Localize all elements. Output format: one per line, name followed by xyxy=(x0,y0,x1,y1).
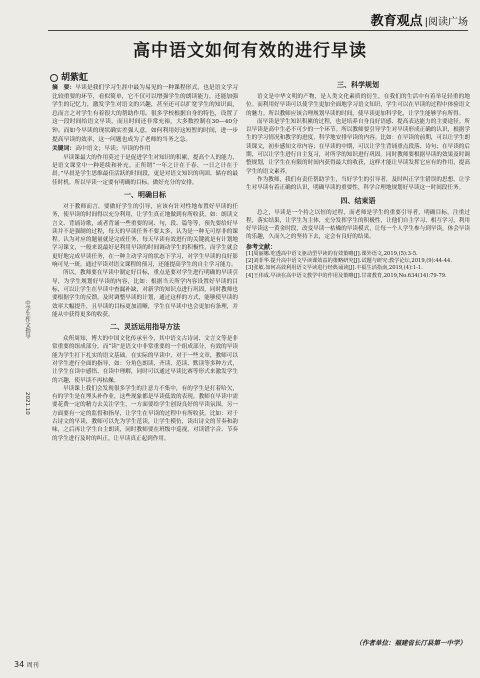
body-paragraph: 对于教师而言，要做好学生的引导，应该有针对性地布置好早读的任务，使早读的时间得以充分利用，让学生真正地做到有所收获，如：朗读文言文、背诵诗歌，或者背诵一些重要的词、句，段、篇等等，预先要给好早读并不是强制的过程，每天的早读任务不要太多，认为是一种无可厚非的课程。认为对应的题量就是完成任务，每天早读有效进行的关键就是有计划地学习课文，一般来说最好是利用早读的时间调动学生的积极性，而学生就会更好地完成早读任务，在一种主动学习的状态下学习，对学生早读的良好影响可见一斑。通过早读对语文课程的预习，还能提高学生的自主学习能力。 xyxy=(52,203,238,269)
section-heading: 三、科学规划 xyxy=(337,81,379,89)
category-label: 教育观点 xyxy=(370,14,423,29)
footer-label: 周刊 xyxy=(26,662,39,669)
keywords xyxy=(52,145,238,154)
abstract-label: 摘 要： xyxy=(52,85,76,91)
section-label xyxy=(371,10,468,29)
journal-side-label: 中学生作文指导 xyxy=(24,300,30,339)
keywords-text: 高中语文；早读；早读的作用 xyxy=(75,146,151,153)
page-header xyxy=(0,0,480,34)
abstract-text: 早读是我们学习生涯中最为易见的一种课程形式，也是语文学习比较重要的环节，看似简单，它不仅可以增强学生的朗读能力，还能加强学生的记忆力，激发学生对语文的兴趣，甚至还可以扩宽学生的知识面，总而言之对学生有着很大的帮助作用。很多学校根据自身的特色，设置了这一段时间给语文早读，而且时间还非常充裕，大多数控制在30—40分钟。而如今早读的现状确实差强人意，如何利用好这短暂的时间，进一步提高早读的效率，这一问题也成为了老师的当务之急。 xyxy=(52,85,238,143)
author-name: 胡紫虹 xyxy=(50,70,88,83)
page-number: 34 xyxy=(14,660,25,669)
intro-paragraph: 早读课最大的作用莫过于是促进学生对知识的积累，提高个人的能力，是语文课堂中一种延续和补充。正所谓“一年之计在于春，一日之计在于晨。”早晨是学生思维最佳活跃的时间段，更是对语文知识的巩固、储存的最佳时机。所以早读一定要有明确的目标，做好充分的安排。 xyxy=(52,154,238,186)
right-column xyxy=(246,40,470,640)
author-affiliation: （作者单位：福建省长汀县第一中学） xyxy=(355,639,466,647)
left-column xyxy=(52,84,238,640)
body-paragraph: 众所周知，博大的中国文化传承至今，其中语文古诗词、文言文等是非常重要的组成部分，而“读”是语文中非常重要的一个组成部分，有效的早读能为学生打下扎实的语文基础。在实际的早读中，对于一些文章，教师可以对学生进行全面的指导，如：分角色朗读、齐读、范读、默读等多种方式，让学生在读中感悟、在读中理解，同时可以通过早读比赛等形式来激发学生的兴趣，使早读不再枯燥。 xyxy=(52,336,238,384)
references-heading: 参考文献： xyxy=(246,243,277,251)
page-footer xyxy=(14,660,39,669)
section-heading: 一、明确目标 xyxy=(124,190,166,199)
reference-item: [4]王伟成.早读在高中语文教学中的作用及策略[J].甘肃教育,2019,No.634(14):79-79. xyxy=(246,272,447,279)
section-heading: 四、结束语 xyxy=(340,196,376,205)
body-paragraph: 总之，早读是一个持之以恒的过程，而老师是学生的重要引导者，明确目标，注重过程，落实结果，让学生为主体，充分发挥学生的积极性，让他们自主学习、相互学习，利用好早读这一黄金时段，改变早读一枯燥的早读模式，让每一个人学生参与到早读，体会早读的乐趣，久而久之的坚持下去，定会有良好的结果。 xyxy=(246,209,470,241)
body-paragraph: 作为教师，我们有责任帮助学生，当好学生的引导者，及时纠正学生错误的思想，让学生对早读有着正确的认识，明确早读的重要性，科学合理地规划好早读这一时间段任务。 xyxy=(246,176,470,192)
body-paragraph: 早读课上我们会发现很多学生的注意力不集中，有的学生是打着哈欠，有的学生是在埋头补作业，这些现象都是早读低效的表现。教师在早读中需要花费一定的精力去关注学生，一方面要给学生创设良好的早读氛围，另一方面要有一定的监督和指导，让学生在早读的过程中有所收获。比如：对于古诗文的早读，教师可以先为学生范读，让学生模仿，读出诗文的节奏和韵味，之后再让学生自主朗读，同时教师要在班级中巡视，对读错字音、节奏的学生进行及时的纠正，让早读真正起到作用。 xyxy=(52,385,238,442)
article-title: 高中语文如何有效的进行早读 xyxy=(133,41,367,61)
body-paragraph: 语文是中华文明的产物，是人类文化素质的衍生，在我们的生活中有着举足轻重的地位。而利用好早读可以使学生更加全面地学习语文知识，学生可以在早读的过程中体验语文的魅力。所以教师应该合理规划早读的时间，使早读更加科学化，让学生能够学有所得。 xyxy=(246,94,470,117)
reference-item: [3]张敏.如何高效利用语文早读进行经典诵读[J].丰福生活指南,2019,(4):1-1. xyxy=(246,265,423,272)
abstract xyxy=(52,84,238,144)
reference-item: [2]刘菲华.提升高中语文早读课效益的策略研究[J].试题与研究:教学论坛,2019,(9):44-44. xyxy=(246,258,452,265)
keywords-label: 关键词： xyxy=(52,146,76,153)
body-paragraph: 而早读是学生知识积累的过程，也是培养自身良好语感、提高表达能力的主要途径。所以早读是高中生必不可少的一个环节。所以教师要引导学生对早读形成正确的认识，根据学生的学习情况和教学的进度，科学地安排早读的内容。比如：在早读的前期，可以让学生朗读课文，初步感知文章内容；在早读的中期，可以让学生背诵重点段落、诗句；在早读的后期，可以让学生进行自主复习，对所学的知识进行巩固。同时教师要根据早读的效果及时调整规划，让学生在有限的时间内获得最大的收获，这样才能让早读发挥它应有的作用，提高学生的语文素养。 xyxy=(246,118,470,175)
reference-item: [1]周丽娜.吃透高中语文驱动型早读的有效策略[J].课外语文,2019,(5):3-5. xyxy=(246,250,418,257)
body-paragraph: 所以，教师要在早读中制定好目标，重点是要对学生进行明确的早读引导，为学生规划好早读的内容，比如：根据当天所学内容设置好早读的目标，可以让学生在早读中查漏补缺，对新学的知识点进行巩固，同时教师也要根据学生的反馈，及时调整早读的计划，通过这样的方式，能够使早读的效率大幅提升，且早读的目标更加清晰，学生在早读中也会更加有条理，并能从中获得更多的收获。 xyxy=(52,270,238,318)
references xyxy=(246,244,470,280)
issue-side-label: 2021.10 xyxy=(24,392,30,415)
section-heading: 二、灵活运用指导方法 xyxy=(110,323,180,332)
subcategory-label: |阅读广场 xyxy=(424,17,468,28)
header-rule xyxy=(48,30,468,31)
